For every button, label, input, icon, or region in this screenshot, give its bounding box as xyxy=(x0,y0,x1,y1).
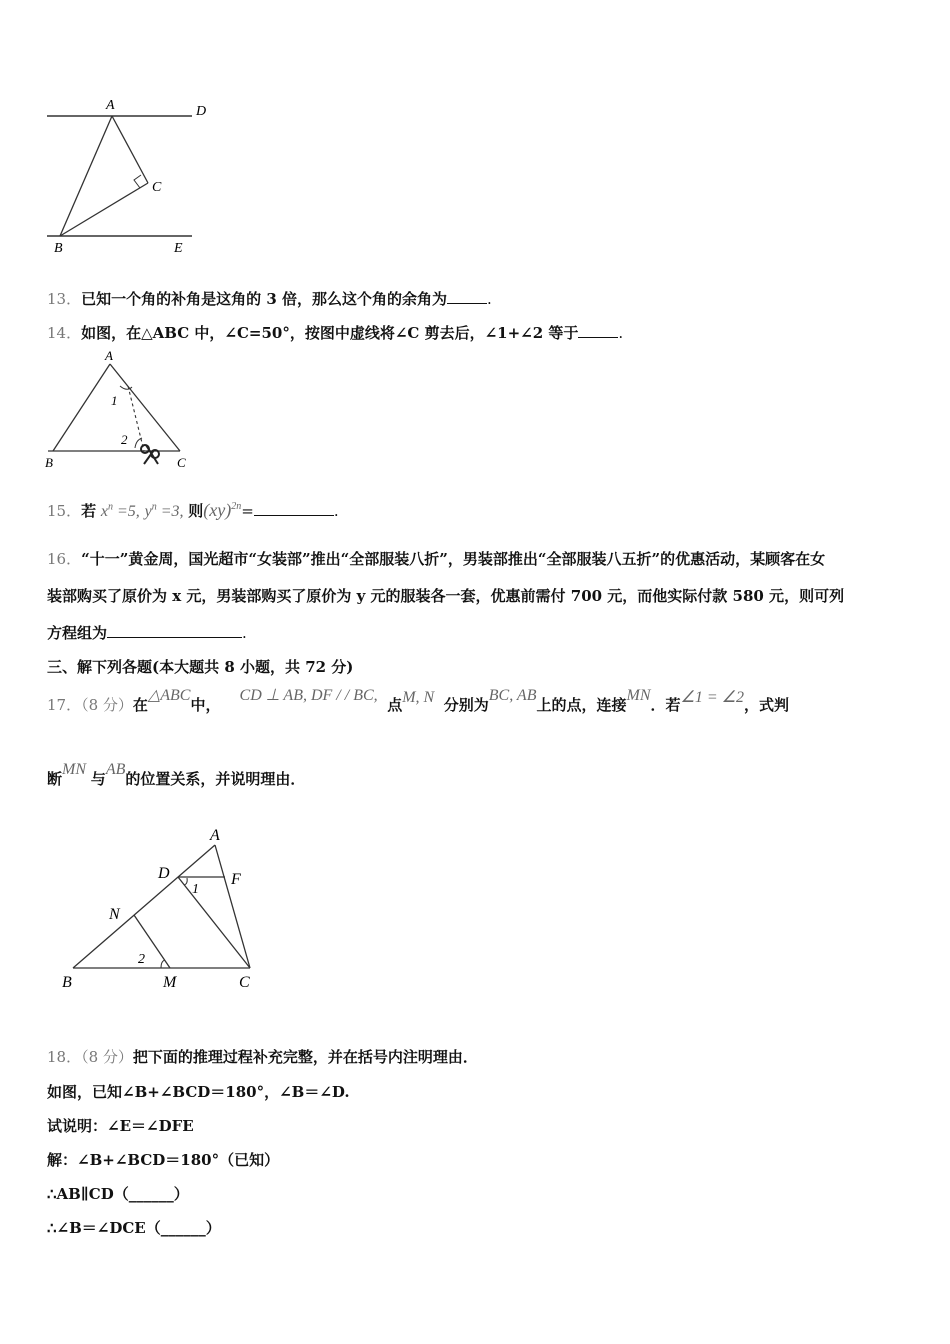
section-heading: 三、解下列各题(本大题共 8 小题，共 72 分) xyxy=(47,658,354,676)
figure-q14 xyxy=(40,348,200,473)
math-mn: MN xyxy=(62,761,87,778)
math-mn-points: M, N xyxy=(402,689,435,706)
equals: = xyxy=(241,502,254,520)
label-c: C xyxy=(239,974,250,991)
question-text: 方程组为 xyxy=(47,624,108,642)
text-lianjie: 上的点，连接 xyxy=(536,696,627,714)
question-text: 如图，在△ABC 中，∠C=50°，按图中虚线将∠C 剪去后，∠1+∠2 等于 xyxy=(81,324,579,342)
figure-q12 xyxy=(40,95,220,260)
prove-statement: 试说明：∠E＝∠DFE xyxy=(47,1117,194,1135)
period: . xyxy=(486,290,492,308)
math-mn: MN xyxy=(626,687,651,704)
text-shipan: ，式判 xyxy=(743,696,789,714)
label-2: 2 xyxy=(138,952,145,967)
figure-q17 xyxy=(55,820,270,1000)
answer-blank[interactable] xyxy=(107,623,242,638)
label-1: 1 xyxy=(111,393,118,408)
question-14 xyxy=(47,322,623,343)
text-ruo: ．若 xyxy=(650,696,681,714)
label-1: 1 xyxy=(192,882,199,897)
solution-step-1: ∴AB∥CD（______） xyxy=(47,1185,189,1203)
text-dian: 点 xyxy=(387,696,403,714)
question-prefix: 若 xyxy=(81,502,97,520)
segment-cd xyxy=(178,877,250,968)
answer-blank[interactable] xyxy=(254,501,334,516)
label-n: N xyxy=(109,906,120,923)
segment-ac xyxy=(112,116,148,183)
label-c: C xyxy=(177,455,186,470)
question-13 xyxy=(47,288,492,309)
question-15 xyxy=(47,500,339,521)
period: . xyxy=(242,624,247,642)
label-e: E xyxy=(174,241,183,256)
score: （8 分） xyxy=(81,1048,133,1066)
math-yn: $y^n =3$, xyxy=(144,501,184,520)
question-17-line-1 xyxy=(47,687,789,715)
segment-ac xyxy=(215,845,250,968)
question-16-line-3 xyxy=(47,622,247,643)
given-statement: 如图，已知∠B+∠BCD＝180°，∠B＝∠D. xyxy=(47,1083,350,1101)
question-17-line-2 xyxy=(47,761,306,789)
angle-1-arc xyxy=(120,386,132,389)
text-duan: 断 xyxy=(47,770,63,788)
period: . xyxy=(333,502,339,520)
segment-ab xyxy=(53,364,110,451)
label-b: B xyxy=(45,455,53,470)
segment-ab xyxy=(60,116,112,236)
label-b: B xyxy=(54,241,63,256)
label-d: D xyxy=(158,865,170,882)
label-2: 2 xyxy=(121,432,128,447)
question-18 xyxy=(47,1046,478,1067)
angle-2-arc xyxy=(161,960,165,968)
answer-blank[interactable] xyxy=(578,323,618,338)
label-d: D xyxy=(196,104,207,119)
text-yu: 与 xyxy=(90,770,106,788)
label-a: A xyxy=(106,98,115,113)
period: . xyxy=(618,324,624,342)
question-number: 17． xyxy=(47,696,82,714)
question-number: 13． xyxy=(47,290,82,308)
then-text: 则 xyxy=(188,502,204,520)
label-f: F xyxy=(231,871,241,888)
answer-blank[interactable] xyxy=(447,289,487,304)
question-16-line-1 xyxy=(47,548,825,569)
question-number: 14． xyxy=(47,324,82,342)
right-angle-mark xyxy=(134,175,141,188)
text-fenbie: 分别为 xyxy=(443,696,489,714)
question-text: 的位置关系，并说明理由． xyxy=(125,770,306,788)
segment-ab xyxy=(73,845,215,968)
math-xn: $x^n =5$, xyxy=(100,501,140,520)
question-text: 已知一个角的补角是这角的 3 倍，那么这个角的余角为 xyxy=(81,290,447,308)
text-zhong: 中， xyxy=(190,696,221,714)
angle-1-arc xyxy=(184,878,187,885)
math-bc-ab: BC, AB xyxy=(488,687,537,704)
text-zai: 在 xyxy=(132,696,148,714)
math-triangle: △ABC xyxy=(147,687,191,704)
segment-bc xyxy=(60,183,148,236)
question-text: “十一”黄金周，国光超市“女装部”推出“全部服装八折”，男装部推出“全部服装八五折”的优惠活动，某顾客在女 xyxy=(81,550,826,568)
math-angle-eq: ∠1 = ∠2 xyxy=(680,689,744,706)
solution-step-0: 解：∠B+∠BCD＝180°（已知） xyxy=(47,1151,280,1169)
question-number: 16． xyxy=(47,550,82,568)
label-b: B xyxy=(62,974,72,991)
question-number: 18． xyxy=(47,1048,82,1066)
math-ab: AB xyxy=(105,761,126,778)
question-16-line-2: 装部购买了原价为 x 元，男装部购买了原价为 y 元的服装各一套，优惠前需付 700 元，而他实际付款 580 元，则可列 xyxy=(47,587,845,605)
score: （8 分） xyxy=(81,696,133,714)
math-xy-power: (xy)$^{2n}$ xyxy=(203,500,242,520)
label-a: A xyxy=(210,827,220,844)
scissors-icon xyxy=(141,445,159,464)
solution-step-2: ∴∠B＝∠DCE（______） xyxy=(47,1219,221,1237)
label-m: M xyxy=(163,974,177,991)
question-number: 15． xyxy=(47,502,82,520)
label-c: C xyxy=(152,180,162,195)
label-a: A xyxy=(105,348,113,363)
math-conditions: CD ⊥ AB, DF / / BC, xyxy=(239,687,378,704)
question-text: 把下面的推理过程补充完整，并在括号内注明理由． xyxy=(132,1048,478,1066)
